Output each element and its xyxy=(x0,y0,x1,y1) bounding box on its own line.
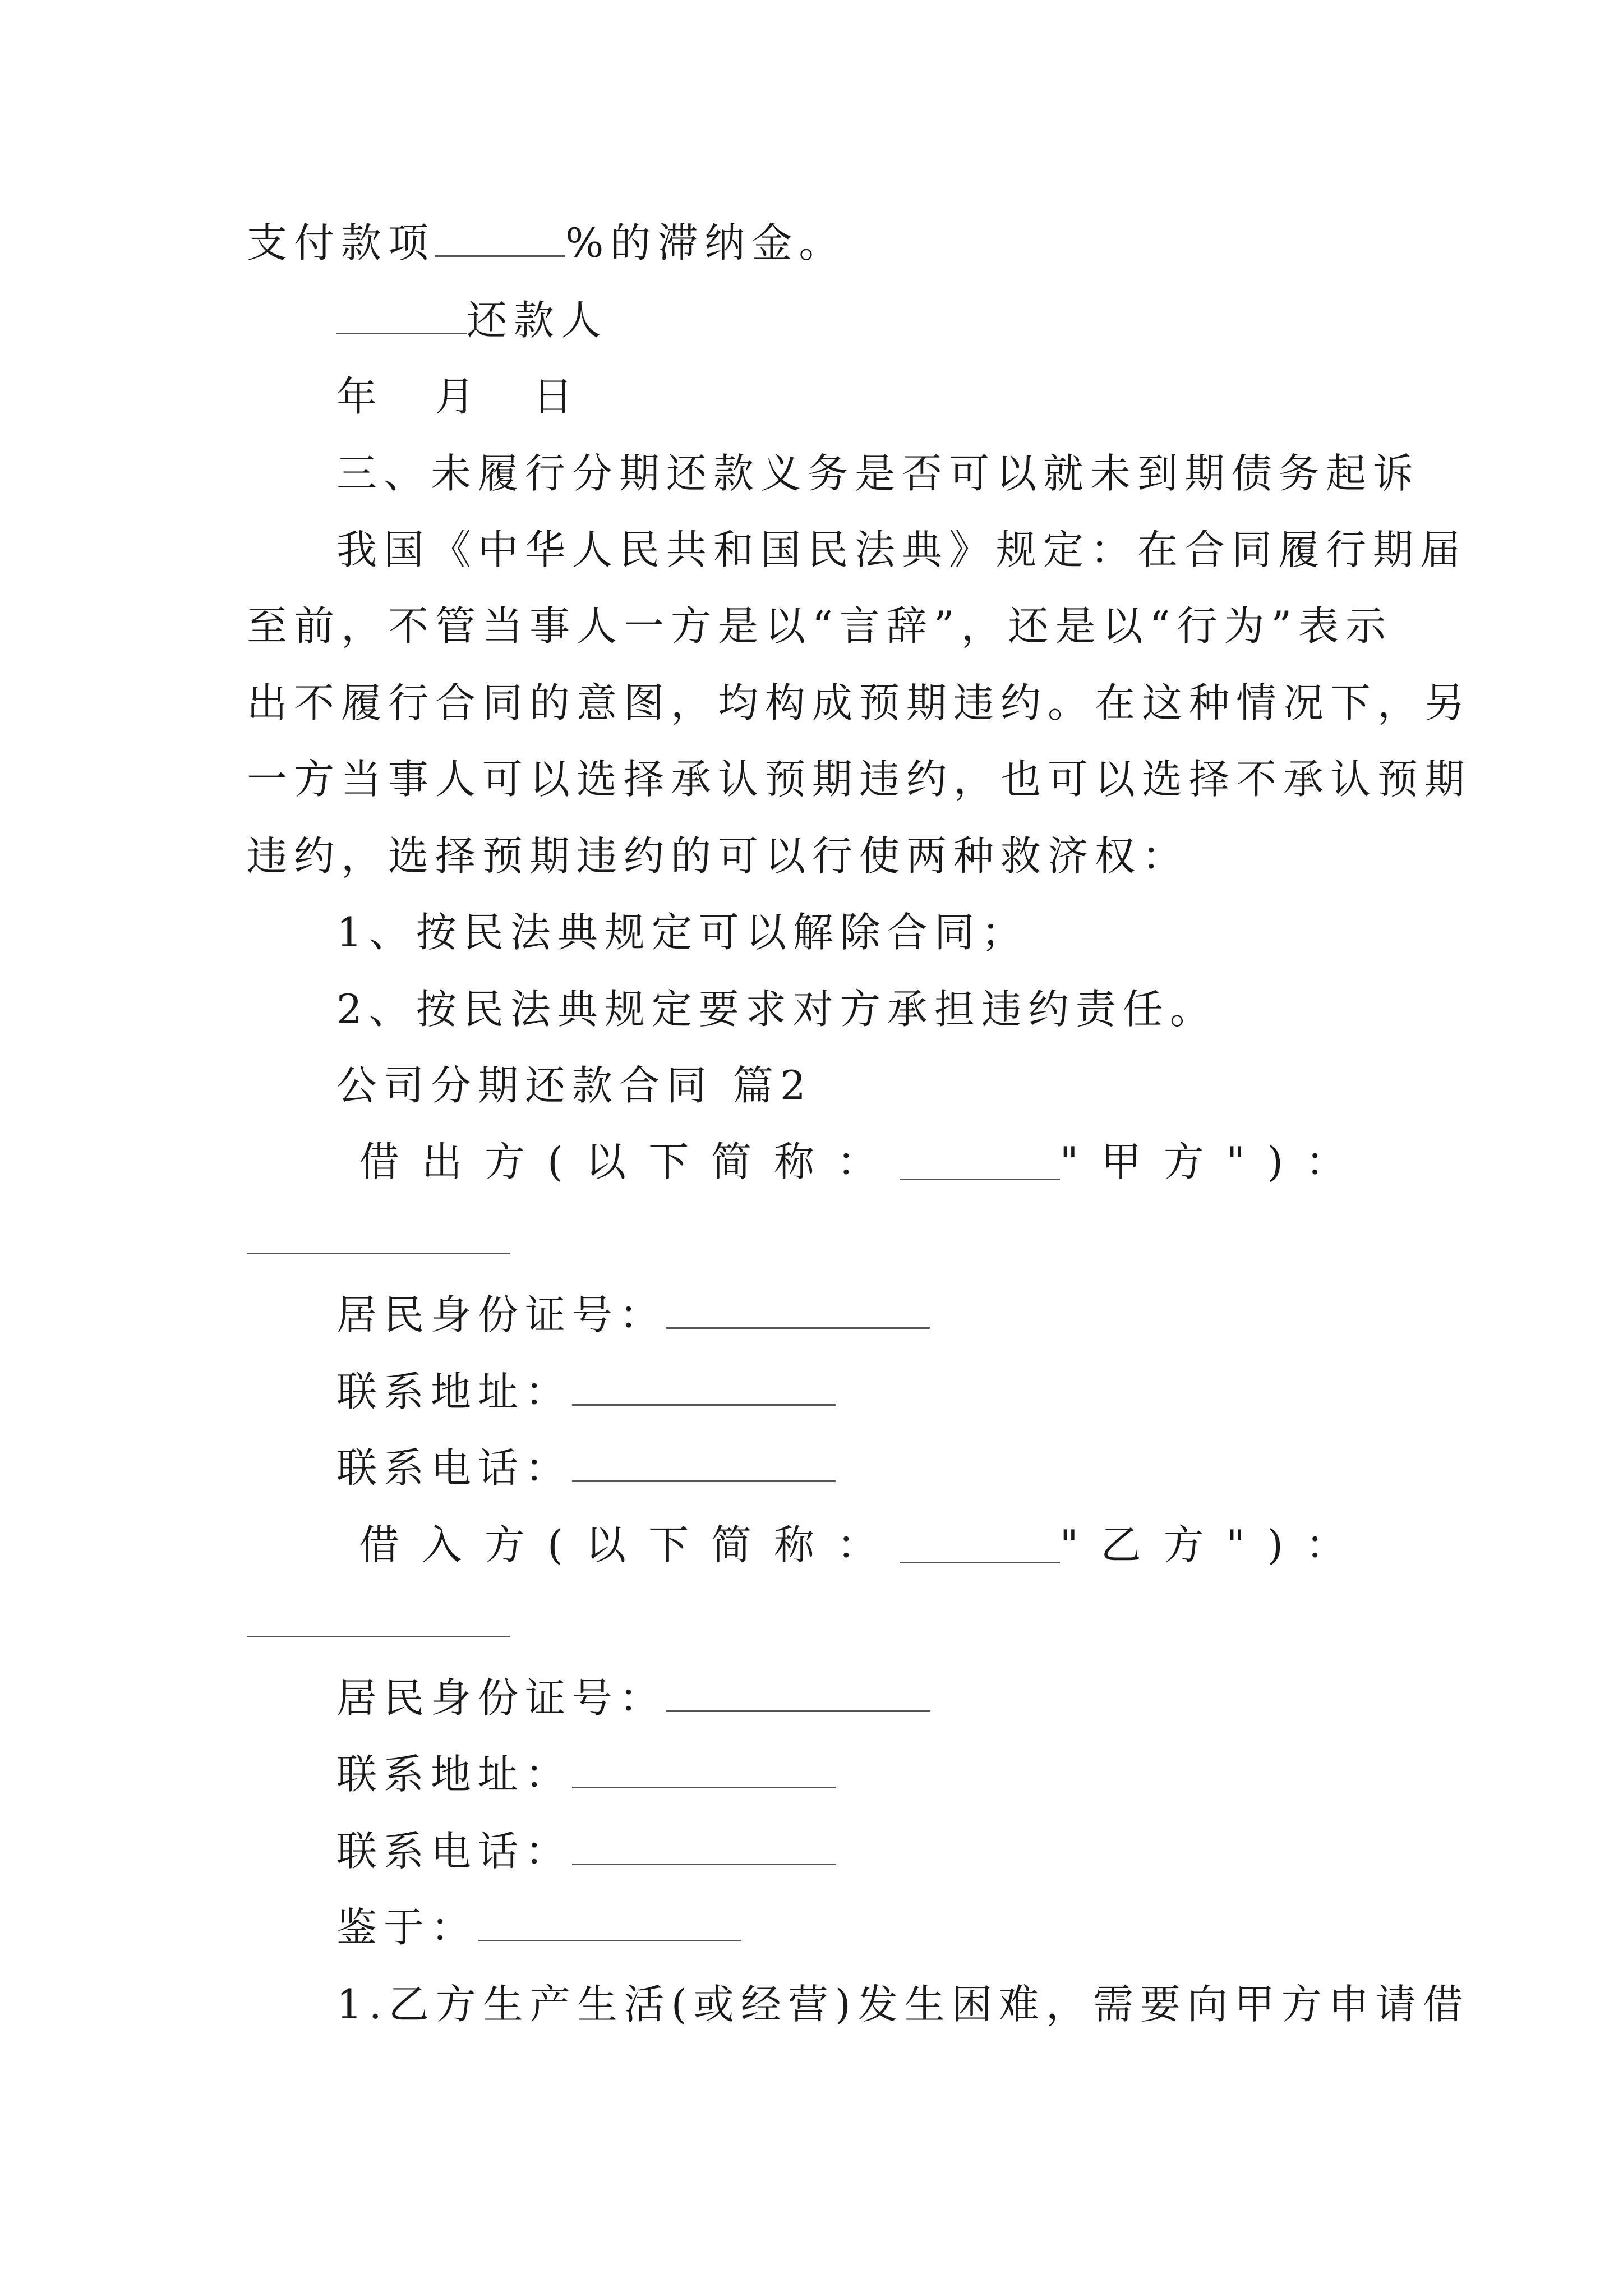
lender-intro-line xyxy=(359,1134,1368,1190)
date-line xyxy=(336,369,596,425)
late-fee-line xyxy=(247,215,846,271)
lender-intro-prefix: 借出方(以下简称： xyxy=(359,1138,900,1185)
repayer-label: 还款人 xyxy=(467,297,608,344)
whereas-line xyxy=(336,1899,741,1955)
lender-abbrev-blank[interactable] xyxy=(900,1179,1060,1180)
borrower-name-blank[interactable] xyxy=(247,1636,510,1637)
lender-id-line xyxy=(336,1287,930,1343)
contract-title: 公司分期还款合同 篇2 xyxy=(336,1062,813,1109)
borrower-address-blank[interactable] xyxy=(572,1787,836,1788)
borrower-id-label: 居民身份证号： xyxy=(336,1674,667,1722)
lender-phone-line xyxy=(336,1440,836,1496)
para1-line3: 出不履行合同的意图，均构成预期违约。在这种情况下，另 xyxy=(247,679,1472,726)
borrower-phone-label: 联系电话： xyxy=(336,1828,573,1875)
repayer-blank[interactable] xyxy=(336,333,467,334)
remedy-item-2: 2、按民法典规定要求对方承担违约责任。 xyxy=(336,986,1217,1033)
section3-heading: 三、未履行分期还款义务是否可以就未到期债务起诉 xyxy=(336,450,1421,497)
borrower-id-blank[interactable] xyxy=(666,1710,930,1712)
borrower-phone-blank[interactable] xyxy=(572,1864,836,1865)
lender-intro-suffix: "甲方")： xyxy=(1059,1138,1368,1185)
remedy-item-1: 1、按民法典规定可以解除合同； xyxy=(336,909,1029,956)
lender-address-label: 联系地址： xyxy=(336,1368,573,1415)
borrower-phone-line xyxy=(336,1823,836,1879)
borrower-address-line xyxy=(336,1746,836,1802)
late-fee-prefix: 支付款项 xyxy=(247,219,436,266)
lender-name-blank[interactable] xyxy=(247,1253,510,1254)
whereas-blank[interactable] xyxy=(478,1940,741,1941)
para1-line5: 违约，选择预期违约的可以行使两种救济权： xyxy=(247,832,1189,880)
lender-address-blank[interactable] xyxy=(572,1404,836,1406)
borrower-id-line xyxy=(336,1670,930,1726)
lender-id-label: 居民身份证号： xyxy=(336,1291,667,1338)
clause-1: 1.乙方生产生活(或经营)发生困难，需要向甲方申请借 xyxy=(336,1981,1470,2028)
late-fee-suffix: %的滞纳金。 xyxy=(565,219,846,266)
para1-line4: 一方当事人可以选择承认预期违约，也可以选择不承认预期 xyxy=(247,756,1472,803)
date-text: 年 月 日 xyxy=(336,373,596,420)
whereas-label: 鉴于： xyxy=(336,1904,478,1951)
borrower-intro-line xyxy=(359,1517,1368,1573)
borrower-intro-prefix: 借入方(以下简称： xyxy=(359,1521,900,1568)
borrower-abbrev-blank[interactable] xyxy=(900,1562,1060,1563)
borrower-address-label: 联系地址： xyxy=(336,1751,573,1798)
late-fee-blank[interactable] xyxy=(435,255,565,257)
lender-phone-blank[interactable] xyxy=(572,1480,836,1482)
para1-line1: 我国《中华人民共和国民法典》规定：在合同履行期届 xyxy=(336,526,1468,573)
repayer-line xyxy=(336,292,608,348)
lender-address-line xyxy=(336,1364,836,1420)
lender-id-blank[interactable] xyxy=(666,1327,930,1329)
para1-line2: 至前，不管当事人一方是以“言辞”，还是以“行为”表示 xyxy=(247,602,1393,650)
borrower-intro-suffix: "乙方")： xyxy=(1059,1521,1368,1568)
lender-phone-label: 联系电话： xyxy=(336,1444,573,1492)
